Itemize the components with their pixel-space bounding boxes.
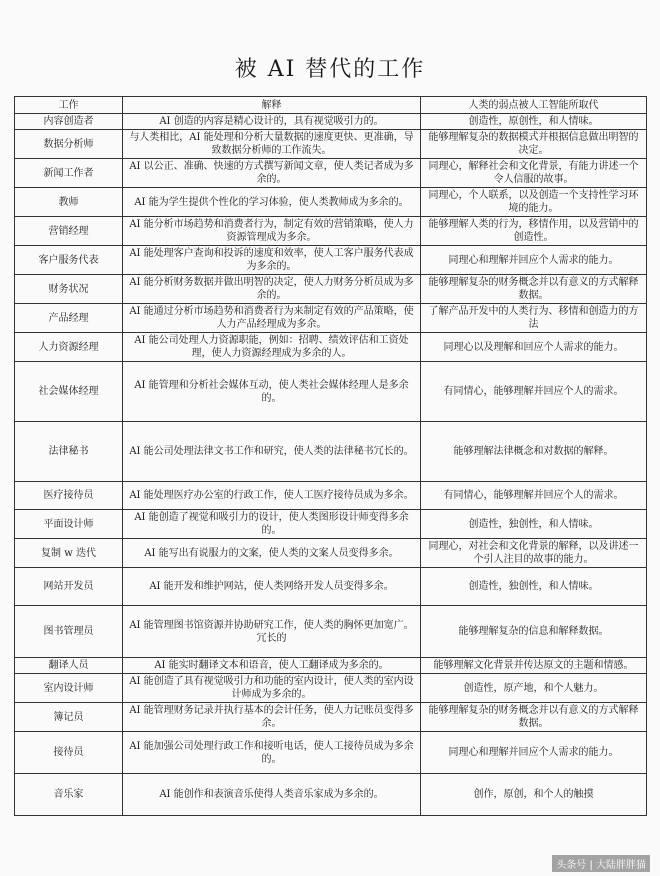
table-row — [15, 275, 647, 304]
job-cell: 医疗接待员 — [15, 482, 123, 510]
weak-cell: 能够理解复杂的信息和解释数据。 — [421, 606, 647, 658]
exp-cell: AI 能处理客户查询和投诉的速度和效率，使人工客户服务代表成为多余的。 — [123, 246, 421, 275]
table-row — [15, 732, 647, 774]
job-cell: 人力资源经理 — [15, 333, 123, 362]
weak-cell: 同理心，解释社会和文化背景，有能力讲述一个令人信服的故事。 — [421, 159, 647, 188]
weak-cell: 同理心和理解并回应个人需求的能力。 — [421, 732, 647, 774]
weak-cell: 能够理解人类的行为，移情作用，以及营销中的创造性。 — [421, 217, 647, 246]
exp-cell: AI 能开发和维护网站，使人类网络开发人员变得多余。 — [123, 568, 421, 606]
page-title: 被 AI 替代的工作 — [234, 57, 426, 82]
weak-cell: 能够理解文化背景并传达原文的主题和情感。 — [421, 658, 647, 674]
weak-cell: 创造性，原产地，和个人魅力。 — [421, 674, 647, 703]
exp-cell: AI 能为学生提供个性化的学习体验，使人类教师成为多余的。 — [123, 188, 421, 217]
weak-cell: 创造性，原创性，和人情味。 — [421, 114, 647, 130]
job-cell: 客户服务代表 — [15, 246, 123, 275]
table-row — [15, 606, 647, 658]
exp-cell: AI 能创造了视觉和吸引力的设计，使人类图形设计师变得多余的。 — [123, 510, 421, 539]
job-cell: 平面设计师 — [15, 510, 123, 539]
exp-cell: AI 能管理财务记录并执行基本的会计任务，使人力记账员变得多余。 — [123, 703, 421, 732]
jobs-table — [14, 96, 647, 816]
table-row — [15, 539, 647, 568]
header-job: 工作 — [15, 97, 123, 114]
job-cell: 室内设计师 — [15, 674, 123, 703]
table-row — [15, 422, 647, 482]
weak-cell: 有同情心，能够理解并回应个人的需求。 — [421, 482, 647, 510]
header-explanation: 解释 — [123, 97, 421, 114]
exp-cell: AI 能分析市场趋势和消费者行为，制定有效的营销策略，使人力资源管理成为多余。 — [123, 217, 421, 246]
exp-cell: AI 能创作和表演音乐使得人类音乐家成为多余的。 — [123, 774, 421, 816]
weak-cell: 同理心，对社会和文化背景的解释，以及讲述一个引人注目的故事的能力。 — [421, 539, 647, 568]
exp-cell: AI 能管理图书馆资源并协助研究工作，使人类的胸怀更加宽广。冗长的 — [123, 606, 421, 658]
weak-cell: 同理心以及理解和回应个人需求的能力。 — [421, 333, 647, 362]
table-row — [15, 304, 647, 333]
job-cell: 内容创造者 — [15, 114, 123, 130]
weak-cell: 创造性，独创性，和人情味。 — [421, 568, 647, 606]
weak-cell: 能够理解复杂的财务概念并以有意义的方式解释数据。 — [421, 703, 647, 732]
exp-cell: AI 能创造了具有视觉吸引力和功能的室内设计，使人类的室内设计师成为多余的。 — [123, 674, 421, 703]
table-row — [15, 159, 647, 188]
job-cell: 翻译人员 — [15, 658, 123, 674]
job-cell: 营销经理 — [15, 217, 123, 246]
table-row — [15, 217, 647, 246]
job-cell: 复制 w 迭代 — [15, 539, 123, 568]
exp-cell: AI 能分析财务数据并做出明智的决定，使人力财务分析员成为多余的。 — [123, 275, 421, 304]
exp-cell: AI 能公司处理人力资源职能，例如：招聘、绩效评估和工资处理，使人力资源经理成为多余的人。 — [123, 333, 421, 362]
job-cell: 图书管理员 — [15, 606, 123, 658]
exp-cell: AI 以公正、准确、快速的方式撰写新闻文章，使人类记者成为多余的。 — [123, 159, 421, 188]
header-weakness: 人类的弱点被人工智能所取代 — [421, 97, 647, 114]
table-row — [15, 362, 647, 422]
table-row — [15, 130, 647, 159]
weak-cell: 同理心，个人联系，以及创造一个支持性学习环境的能力。 — [421, 188, 647, 217]
job-cell: 音乐家 — [15, 774, 123, 816]
weak-cell: 有同情心，能够理解并回应个人的需求。 — [421, 362, 647, 422]
job-cell: 簿记员 — [15, 703, 123, 732]
exp-cell: AI 能实时翻译文本和语音，使人工翻译成为多余的。 — [123, 658, 421, 674]
exp-cell: AI 能加强公司处理行政工作和接听电话，使人工接待员成为多余的。 — [123, 732, 421, 774]
job-cell: 社会媒体经理 — [15, 362, 123, 422]
weak-cell: 能够理解复杂的财务概念并以有意义的方式解释数据。 — [421, 275, 647, 304]
exp-cell: 与人类相比，AI 能处理和分析大量数据的速度更快、更准确，导致数据分析师的工作流失。 — [123, 130, 421, 159]
job-cell: 接待员 — [15, 732, 123, 774]
table-row — [15, 333, 647, 362]
job-cell: 网站开发员 — [15, 568, 123, 606]
weak-cell: 能够理解复杂的数据模式并根据信息做出明智的决定。 — [421, 130, 647, 159]
table-row — [15, 774, 647, 816]
table-row — [15, 568, 647, 606]
table-row — [15, 114, 647, 130]
watermark: 头条号 | 大陆胖胖猫 — [552, 855, 650, 872]
exp-cell: AI 能通过分析市场趋势和消费者行为来制定有效的产品策略，使人力产品经理成为多余。 — [123, 304, 421, 333]
weak-cell: 同理心和理解并回应个人需求的能力。 — [421, 246, 647, 275]
table-row — [15, 246, 647, 275]
job-cell: 财务状况 — [15, 275, 123, 304]
table-row — [15, 658, 647, 674]
table-header-row — [15, 97, 647, 114]
job-cell: 新闻工作者 — [15, 159, 123, 188]
exp-cell: AI 能处理医疗办公室的行政工作，使人工医疗接待员成为多余。 — [123, 482, 421, 510]
exp-cell: AI 创造的内容是精心设计的，具有视觉吸引力的。 — [123, 114, 421, 130]
weak-cell: 能够理解法律概念和对数据的解释。 — [421, 422, 647, 482]
weak-cell: 创作，原创，和个人的触摸 — [421, 774, 647, 816]
job-cell: 法律秘书 — [15, 422, 123, 482]
table-row — [15, 188, 647, 217]
job-cell: 数据分析师 — [15, 130, 123, 159]
table-row — [15, 674, 647, 703]
exp-cell: AI 能管理和分析社会媒体互动，使人类社会媒体经理人是多余的。 — [123, 362, 421, 422]
weak-cell: 创造性，独创性，和人情味。 — [421, 510, 647, 539]
table-row — [15, 703, 647, 732]
weak-cell: 了解产品开发中的人类行为、移情和创造力的方法 — [421, 304, 647, 333]
table-row — [15, 482, 647, 510]
table-row — [15, 510, 647, 539]
job-cell: 教师 — [15, 188, 123, 217]
exp-cell: AI 能公司处理法律文书工作和研究，使人类的法律秘书冗长的。 — [123, 422, 421, 482]
job-cell: 产品经理 — [15, 304, 123, 333]
exp-cell: AI 能写出有说服力的文案，使人类的文案人员变得多余。 — [123, 539, 421, 568]
